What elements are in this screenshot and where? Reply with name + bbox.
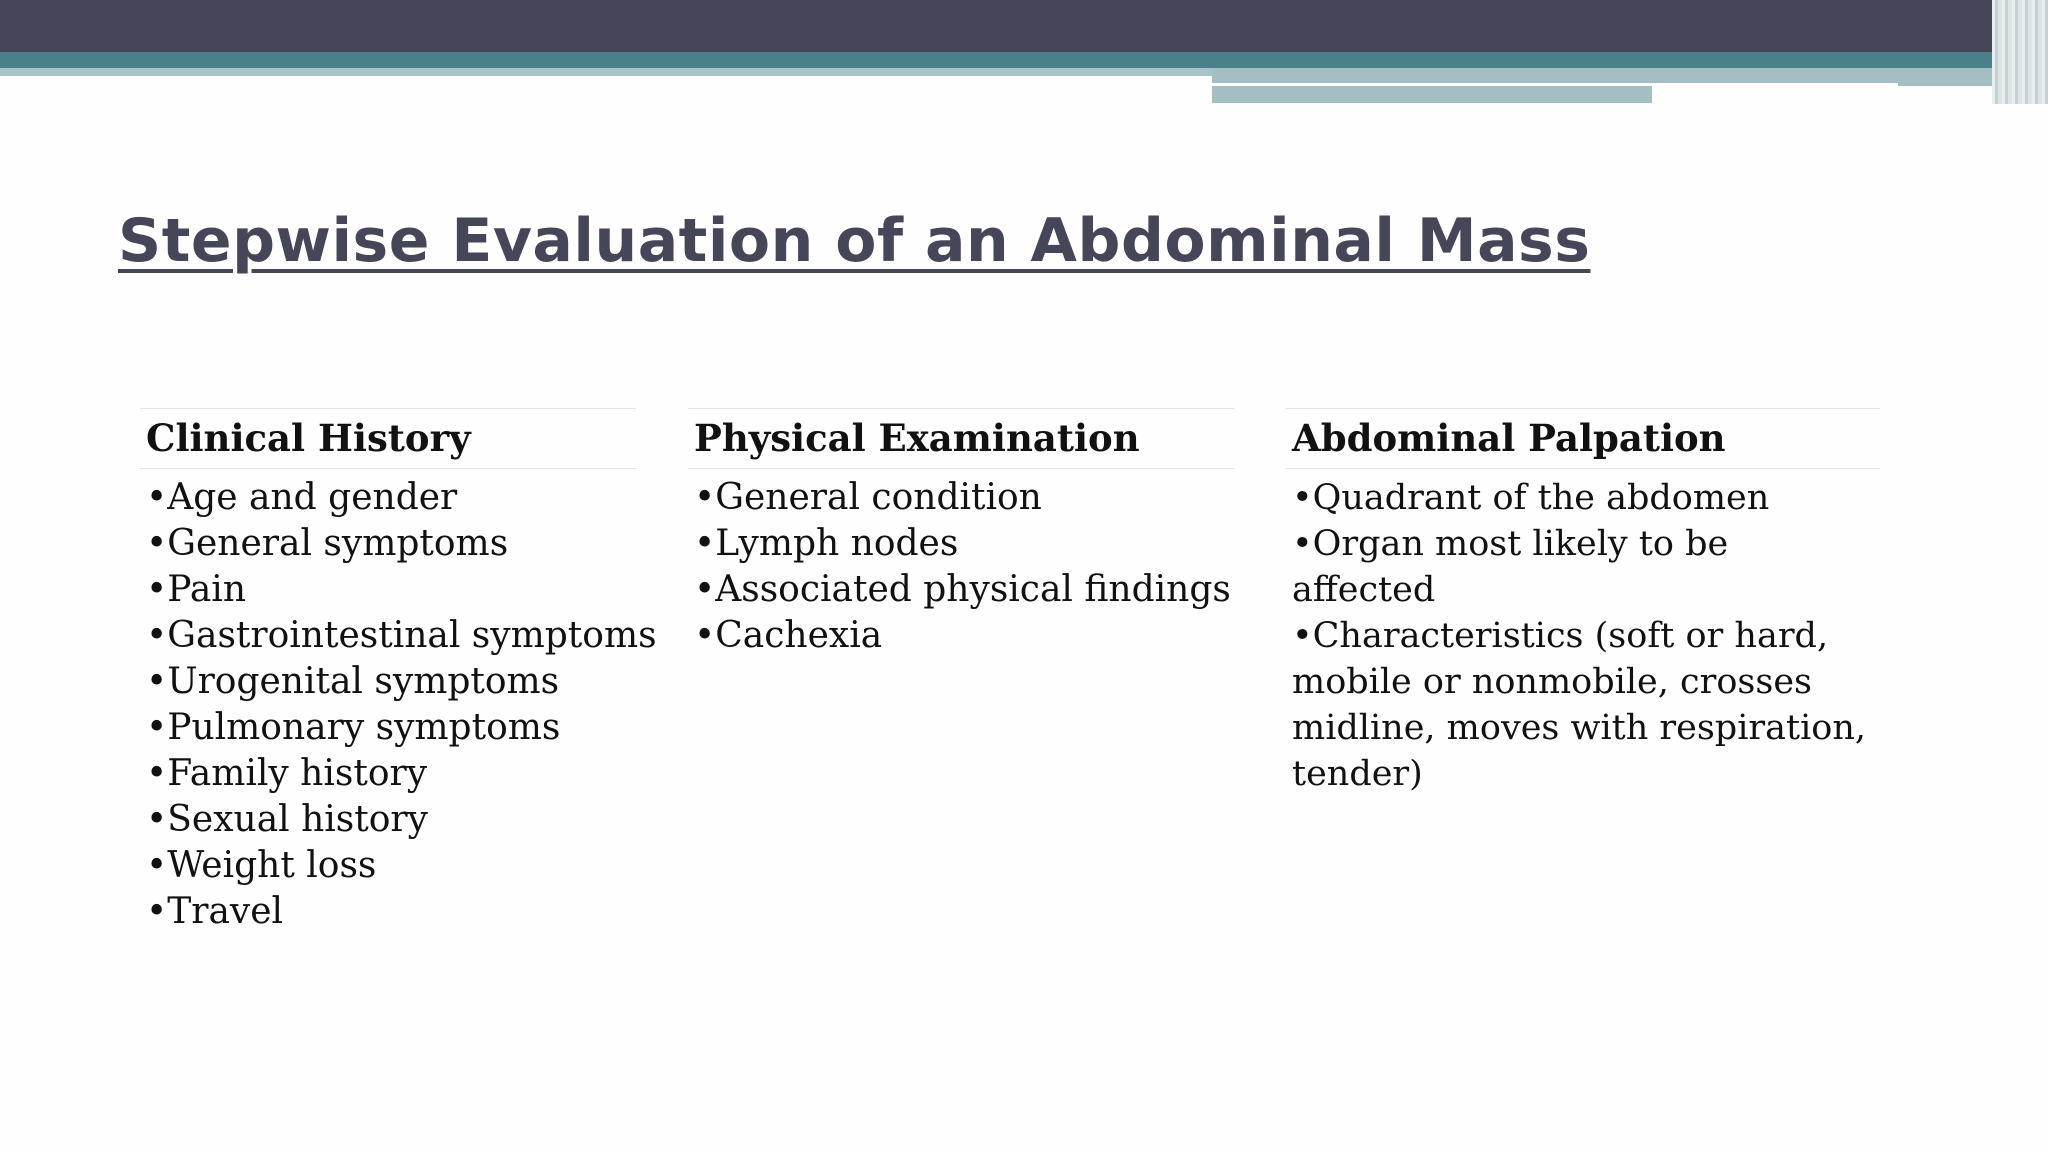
column-list [688, 469, 1234, 659]
column-clinical-history [140, 408, 657, 935]
list-item: •Urogenital symptoms [146, 661, 560, 702]
column-heading: Clinical History [140, 408, 636, 469]
list-item: •General condition [694, 477, 1042, 518]
list-item: •Associated physical findings [694, 569, 1231, 610]
header-stripes-decoration [1992, 0, 2048, 104]
list-item: •Weight loss [146, 845, 377, 886]
column-heading: Abdominal Palpation [1286, 408, 1880, 469]
header-band-teal [0, 52, 2048, 68]
header-band-light-left [0, 68, 1212, 76]
header-band-light-lower [1212, 86, 1652, 103]
column-abdominal-palpation [1286, 408, 1880, 797]
list-item: •Sexual history [146, 799, 428, 840]
list-item: •General symptoms [146, 523, 509, 564]
column-list [1286, 469, 1880, 797]
column-list [140, 469, 657, 935]
list-item: •Pain [146, 569, 247, 610]
column-physical-examination [688, 408, 1234, 659]
list-item: •Lymph nodes [694, 523, 959, 564]
list-item: •Family history [146, 753, 428, 794]
list-item: •Cachexia [694, 615, 883, 656]
list-item: •Pulmonary symptoms [146, 707, 561, 748]
list-item: •Organ most likely to be affected [1292, 524, 1729, 610]
list-item: •Age and gender [146, 477, 458, 518]
list-item: •Quadrant of the abdomen [1292, 478, 1770, 518]
list-item: •Travel [146, 891, 284, 932]
slide-title: Stepwise Evaluation of an Abdominal Mass [118, 206, 1591, 276]
header-band-dark [0, 0, 2048, 52]
column-heading: Physical Examination [688, 408, 1234, 469]
list-item: •Characteristics (soft or hard, mobile or nonmobile, crosses midline, moves with respiration, tender) [1292, 616, 1866, 794]
list-item: •Gastrointestinal symptoms [146, 615, 657, 656]
